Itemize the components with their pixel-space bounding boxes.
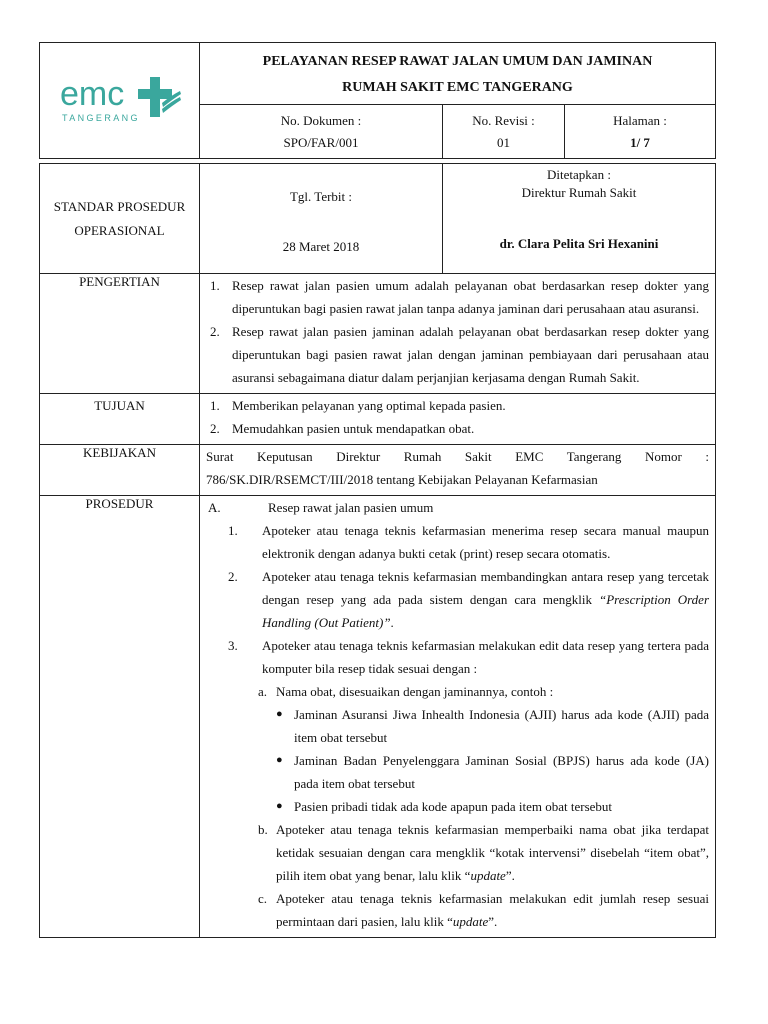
bullet-icon: ● — [276, 708, 283, 720]
halaman-label: Halaman : — [613, 112, 667, 128]
pengertian-label: PENGERTIAN — [40, 274, 200, 394]
list-item: 2. Memudahkan pasien untuk mendapatkan obat. — [210, 421, 475, 436]
tujuan-content — [200, 394, 716, 445]
pengertian-content — [200, 274, 716, 394]
logo-text: emc — [59, 74, 124, 113]
spo-label-line1: STANDAR PROSEDUR — [53, 198, 186, 214]
sub-item-c: c. Apoteker atau tenaga teknis kefarmasian melakukan edit jumlah resep sesuai permintaan dari pasien, lalu klik “update”. — [258, 891, 709, 929]
spo-table — [39, 42, 716, 938]
emc-logo — [50, 69, 190, 129]
ditetapkan-cell — [443, 164, 716, 274]
list-item: 1. Resep rawat jalan pasien umum adalah pelayanan obat berdasarkan resep dokter yang diperuntukan bagi pasien rawat jalan tanpa adanya jaminan dari perusahaan atau asuransi. — [210, 278, 709, 316]
tujuan-label: TUJUAN — [40, 394, 200, 445]
step-3: 3. Apoteker atau tenaga teknis kefarmasian melakukan edit data resep yang tertera pada komputer bila resep tidak sesuai dengan : — [228, 638, 709, 676]
cross-icon — [138, 77, 181, 117]
list-item: 1. Memberikan pelayanan yang optimal kepada pasien. — [210, 398, 506, 413]
logo-cell — [40, 43, 200, 159]
prosedur-label: PROSEDUR — [40, 496, 200, 938]
no-revisi-value: 01 — [497, 134, 510, 150]
tgl-terbit-cell — [200, 164, 443, 274]
ditetapkan-label: Ditetapkan : — [547, 167, 611, 182]
logo-subtext: TANGERANG — [61, 112, 140, 123]
document-title — [200, 43, 716, 105]
halaman-value: 1/ 7 — [630, 134, 650, 150]
bullet-icon: ● — [276, 800, 283, 812]
prosedur-content — [200, 496, 716, 938]
sub-item-a: a. Nama obat, disesuaikan dengan jaminannya, contoh : — [258, 684, 554, 699]
tgl-terbit-label: Tgl. Terbit : — [289, 188, 353, 204]
no-revisi-cell — [443, 105, 565, 159]
bullet-item: ● Jaminan Asuransi Jiwa Inhealth Indonesia (AJII) harus ada kode (AJII) pada item obat tersebut — [206, 703, 709, 749]
bullet-icon: ● — [276, 754, 283, 766]
step-1: 1. Apoteker atau tenaga teknis kefarmasian menerima resep secara manual maupun elektronik dengan adanya bukti cetak (print) resep secara otomatis. — [228, 523, 709, 561]
list-item: 2. Resep rawat jalan pasien jaminan adalah pelayanan obat berdasarkan resep dokter yang diperuntukan bagi pasien rawat jalan dengan jaminan pembiayaan dari perusahaan atau asuransi sebagaimana diatur dalam perjanjian kerjasama dengan Rumah Sakit. — [210, 324, 709, 385]
sub-item-b: b. Apoteker atau tenaga teknis kefarmasian memperbaiki nama obat jika terdapat ketidak sesuaian dengan cara mengklik “kotak intervensi” disebelah “item obat”, pilih item obat yang benar, lalu klik “update”. — [258, 822, 709, 883]
halaman-cell — [565, 105, 716, 159]
step-2: 2. Apoteker atau tenaga teknis kefarmasian membandingkan antara resep yang tercetak dengan resep yang ada pada sistem dengan cara mengklik “Prescription Order Handling (Out Patient)”. — [228, 569, 709, 630]
no-dokumen-label: No. Dokumen : — [280, 112, 362, 128]
spo-label-cell — [40, 164, 200, 274]
kebijakan-label: KEBIJAKAN — [40, 445, 200, 496]
spo-label-line2: OPERASIONAL — [74, 222, 165, 238]
kebijakan-content: Surat Keputusan Direktur Rumah Sakit EMC Tangerang Nomor : 786/SK.DIR/RSEMCT/III/2018 tentang Kebijakan Pelayanan Kefarmasian — [200, 445, 716, 496]
bullet-item: ● Jaminan Badan Penyelenggara Jaminan Sosial (BPJS) harus ada kode (JA) pada item obat tersebut — [206, 749, 709, 795]
no-revisi-label: No. Revisi : — [472, 112, 535, 128]
section-a: A. Resep rawat jalan pasien umum — [206, 496, 709, 519]
ditetapkan-name: dr. Clara Pelita Sri Hexanini — [499, 236, 659, 251]
bullet-item: ● Pasien pribadi tidak ada kode apapun pada item obat tersebut — [206, 795, 709, 818]
ditetapkan-role: Direktur Rumah Sakit — [521, 185, 637, 200]
no-dokumen-cell — [200, 105, 443, 159]
tgl-terbit-value: 28 Maret 2018 — [282, 238, 360, 254]
document-page — [39, 42, 715, 972]
title-line2: RUMAH SAKIT EMC TANGERANG — [342, 80, 573, 95]
title-line1: PELAYANAN RESEP RAWAT JALAN UMUM DAN JAMINAN — [262, 54, 653, 69]
no-dokumen-value: SPO/FAR/001 — [283, 134, 359, 150]
section-a-title: Resep rawat jalan pasien umum — [268, 500, 434, 515]
